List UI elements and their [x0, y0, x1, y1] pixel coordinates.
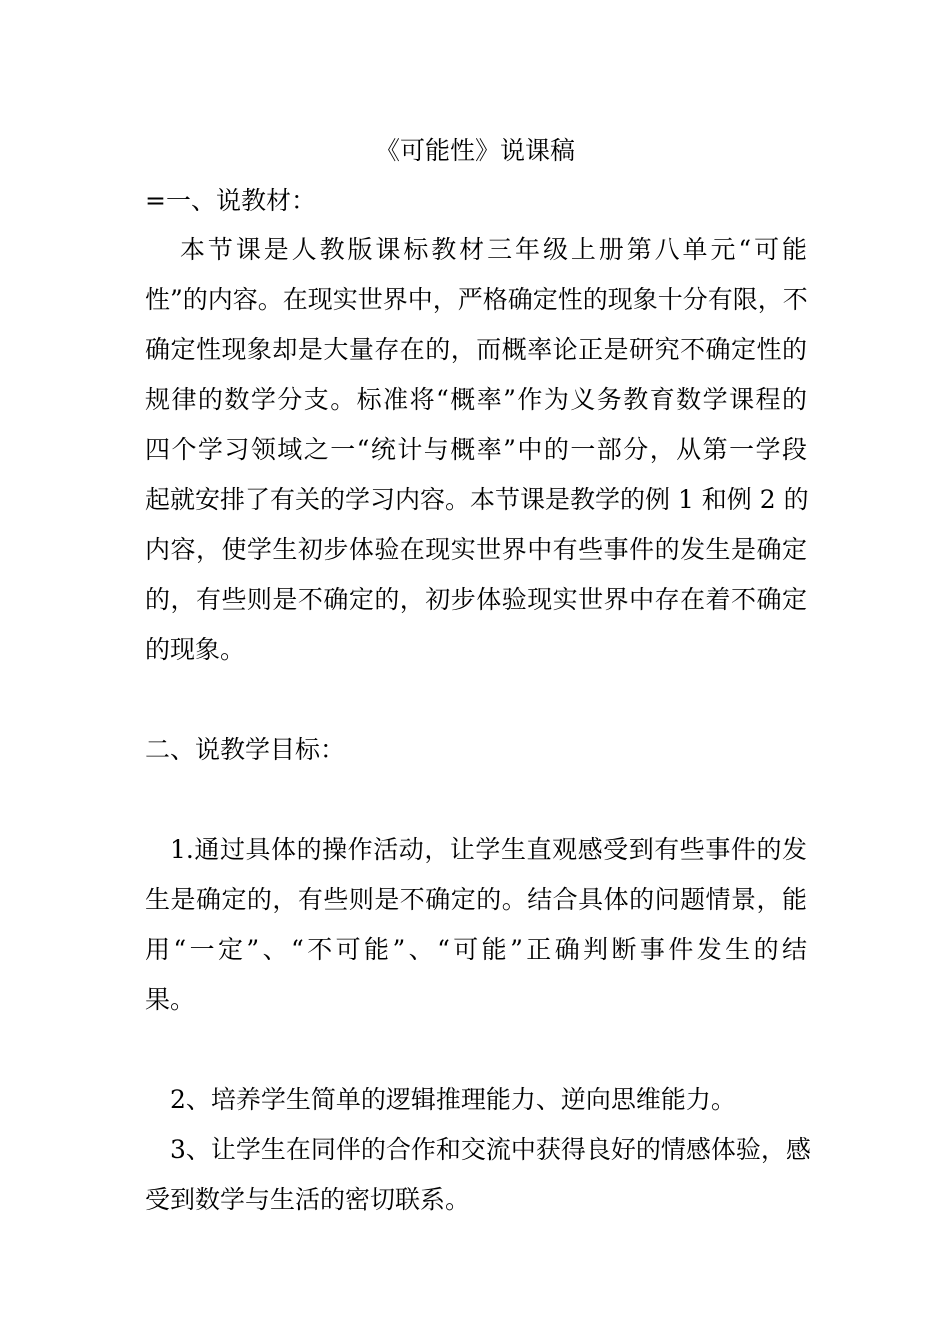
goal-line: 受到数学与生活的密切联系。	[145, 1185, 471, 1214]
goal-line: 用“一定”、“不可能”、“可能”正确判断事件发生的结	[145, 935, 807, 964]
paragraph-line: 内容，使学生初步体验在现实世界中有些事件的发生是确定	[145, 535, 807, 564]
goal-line: 1.通过具体的操作活动，让学生直观感受到有些事件的发	[170, 835, 807, 864]
goal-line: 3、让学生在同伴的合作和交流中获得良好的情感体验，感	[170, 1135, 811, 1164]
section1-heading: =一、说教材：	[145, 186, 316, 215]
document-title: 《可能性》说课稿	[374, 136, 575, 165]
paragraph-line: 起就安排了有关的学习内容。本节课是教学的例 1 和例 2 的	[145, 485, 809, 514]
paragraph-line: 规律的数学分支。标准将“概率”作为义务教育数学课程的	[145, 385, 807, 414]
paragraph-line: 四个学习领域之一“统计与概率”中的一部分，从第一学段	[145, 435, 807, 464]
goal-line: 生是确定的，有些则是不确定的。结合具体的问题情景，能	[145, 885, 807, 914]
paragraph-line: 性”的内容。在现实世界中，严格确定性的现象十分有限，不	[145, 285, 808, 314]
goal-line: 果。	[145, 985, 196, 1014]
section2-heading: 二、说教学目标：	[145, 735, 346, 764]
paragraph-line: 本节课是人教版课标教材三年级上册第八单元“可能	[180, 235, 807, 264]
paragraph-line: 确定性现象却是大量存在的，而概率论正是研究不确定性的	[145, 335, 807, 364]
paragraph-line: 的现象。	[145, 635, 246, 664]
goal-2: 2、培养学生简单的逻辑推理能力、逆向思维能力。	[170, 1085, 736, 1114]
paragraph-line: 的，有些则是不确定的，初步体验现实世界中存在着不确定	[145, 585, 807, 614]
